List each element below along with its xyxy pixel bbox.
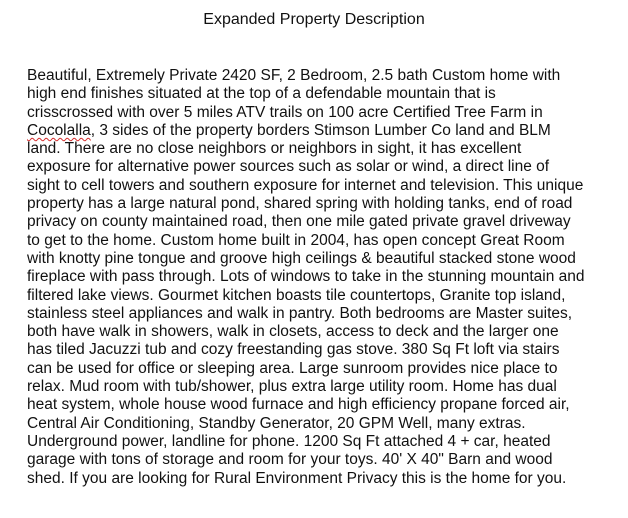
body-line: sight to cell towers and southern exposure for internet and television. This unique bbox=[27, 176, 584, 194]
body-line: with knotty pine tongue and groove high ceilings & beautiful stacked stone wood bbox=[27, 249, 576, 267]
property-description bbox=[27, 67, 627, 488]
body-line: Central Air Conditioning, Standby Generator, 20 GPM Well, many extras. bbox=[27, 414, 526, 432]
body-line: shed. If you are looking for Rural Environment Privacy this is the home for you. bbox=[27, 469, 567, 487]
body-line: high end finishes situated at the top of a defendable mountain that is bbox=[27, 85, 496, 103]
document-title: Expanded Property Description bbox=[203, 11, 425, 28]
body-line: can be used for office or sleeping area. Large sunroom provides nice place to bbox=[27, 359, 558, 377]
body-line: heat system, whole house wood furnace and high efficiency propane forced air, bbox=[27, 396, 570, 414]
body-line: crisscrossed with over 5 miles ATV trails on 100 acre Certified Tree Farm in bbox=[27, 103, 543, 121]
body-line-text: , 3 sides of the property borders Stimson Lumber Co land and BLM bbox=[90, 121, 551, 139]
body-line: Underground power, landline for phone. 1200 Sq Ft attached 4 + car, heated bbox=[27, 432, 551, 450]
body-line: fireplace with pass through. Lots of windows to take in the stunning mountain and bbox=[27, 268, 585, 286]
body-line bbox=[27, 122, 627, 140]
body-line: exposure for alternative power sources such as solar or wind, a direct line of bbox=[27, 158, 550, 176]
spellcheck-flagged-word[interactable]: Cocolalla bbox=[27, 121, 91, 139]
body-line: has tiled Jacuzzi tub and cozy freestanding gas stove. 380 Sq Ft loft via stairs bbox=[27, 341, 560, 359]
body-line: land. There are no close neighbors or neighbors in sight, it has excellent bbox=[27, 140, 522, 158]
body-line: garage with tons of storage and room for your toys. 40' X 40" Barn and wood bbox=[27, 451, 553, 469]
body-line: filtered lake views. Gourmet kitchen boasts tile countertops, Granite top island, bbox=[27, 286, 566, 304]
body-line: to get to the home. Custom home built in 2004, has open concept Great Room bbox=[27, 231, 565, 249]
body-line: relax. Mud room with tub/shower, plus extra large utility room. Home has dual bbox=[27, 378, 557, 396]
body-line: privacy on county maintained road, then one mile gated private gravel driveway bbox=[27, 213, 571, 231]
body-line: both have walk in showers, walk in closets, access to deck and the larger one bbox=[27, 323, 559, 341]
body-line: Beautiful, Extremely Private 2420 SF, 2 Bedroom, 2.5 bath Custom home with bbox=[27, 67, 561, 84]
body-line: property has a large natural pond, shared spring with holding tanks, end of road bbox=[27, 195, 573, 213]
body-line: stainless steel appliances and walk in pantry. Both bedrooms are Master suites, bbox=[27, 304, 573, 322]
